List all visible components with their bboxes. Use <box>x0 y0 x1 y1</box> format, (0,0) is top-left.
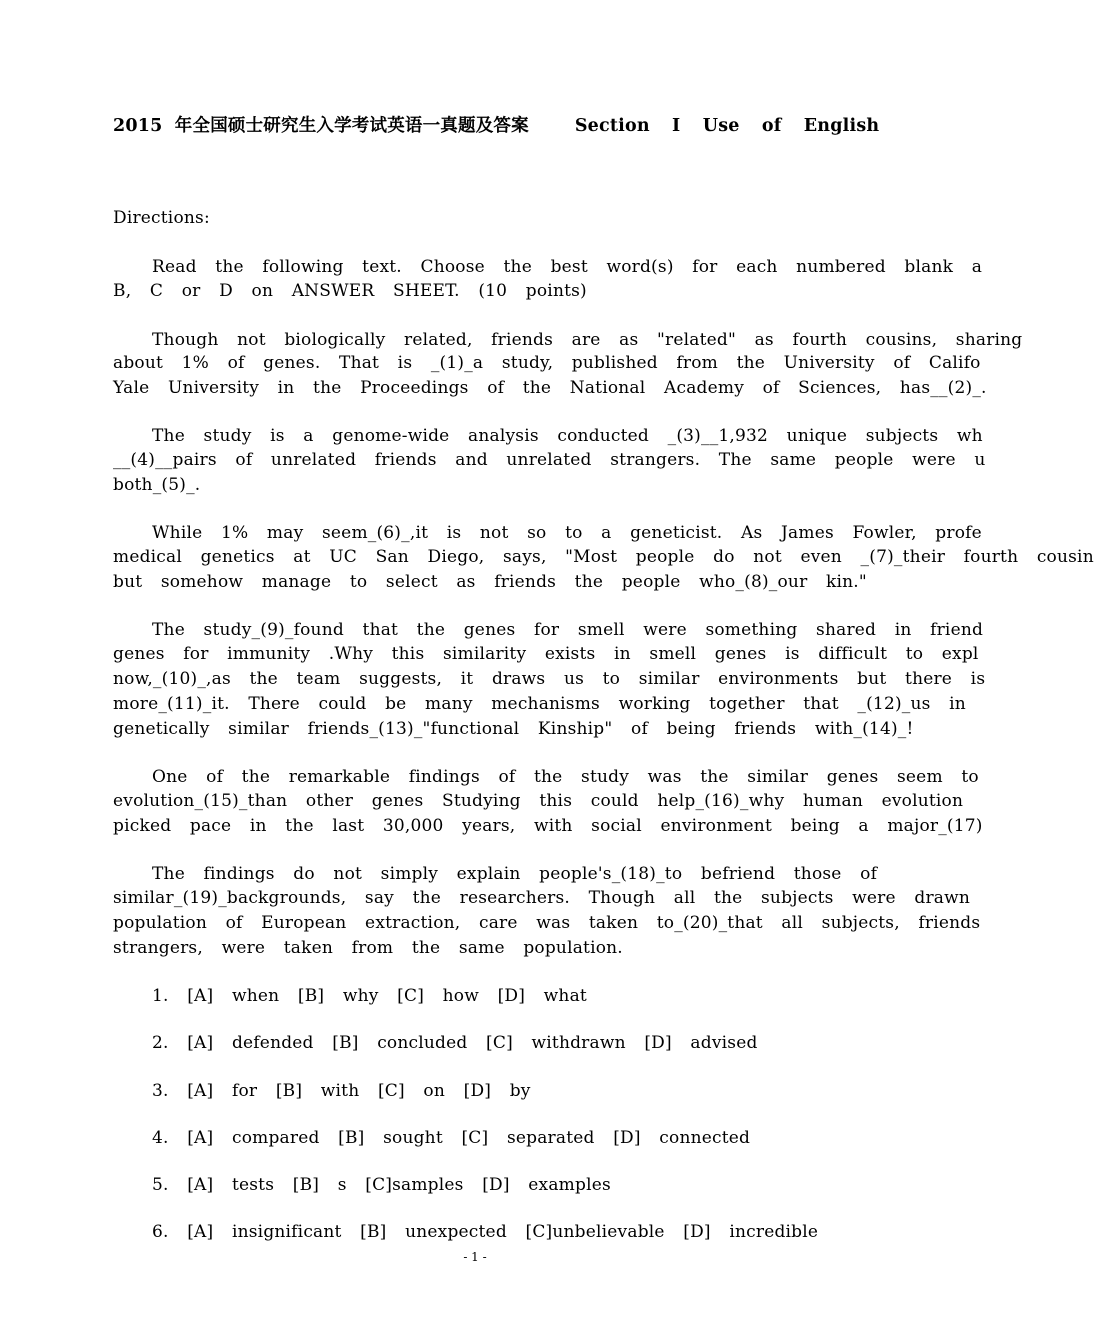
text-line: genetically similar friends_(13)_"functional Kinship" of being friends with_(14)_! <box>113 719 914 739</box>
page-number: - 1 - <box>463 1250 487 1264</box>
question-2: 2. [A] defended [B] concluded [C] withdrawn [D] advised <box>152 1033 758 1053</box>
text-line: The findings do not simply explain people's_(18)_to befriend those of <box>152 864 878 884</box>
text-line: now,_(10)_,as the team suggests, it draws us to similar environments but there is <box>113 669 986 689</box>
text-line: medical genetics at UC San Diego, says, "Most people do not even _(7)_their fourth cousin <box>113 547 1094 567</box>
question-1: 1. [A] when [B] why [C] how [D] what <box>152 986 587 1006</box>
text-line: B, C or D on ANSWER SHEET. (10 points) <box>113 281 587 301</box>
text-line: both_(5)_. <box>113 475 201 495</box>
section-heading: Section I Use of English <box>574 116 880 136</box>
text-line: Though not biologically related, friends are as "related" as fourth cousins, sharing <box>152 330 1023 350</box>
page-title <box>113 112 879 137</box>
directions-label: Directions: <box>113 208 210 228</box>
question-3: 3. [A] for [B] with [C] on [D] by <box>152 1081 531 1101</box>
text-line: but somehow manage to select as friends the people who_(8)_our kin." <box>113 572 867 592</box>
text-line: picked pace in the last 30,000 years, with social environment being a major_(17) <box>113 816 983 836</box>
text-line: The study_(9)_found that the genes for smell were something shared in friend <box>152 620 984 640</box>
text-line: evolution_(15)_than other genes Studying this could help_(16)_why human evolution <box>113 791 964 811</box>
text-line: more_(11)_it. There could be many mechanisms working together that _(12)_us in <box>113 694 966 714</box>
text-line: genes for immunity .Why this similarity exists in smell genes is difficult to expl <box>113 644 979 664</box>
question-5: 5. [A] tests [B] s [C]samples [D] examples <box>152 1175 611 1195</box>
text-line: __(4)__pairs of unrelated friends and unrelated strangers. The same people were u <box>113 450 986 470</box>
text-line: While 1% may seem_(6)_,it is not so to a geneticist. As James Fowler, profe <box>152 523 982 543</box>
text-line: similar_(19)_backgrounds, say the researchers. Though all the subjects were drawn <box>113 888 971 908</box>
text-line: One of the remarkable findings of the study was the similar genes seem to <box>152 767 979 787</box>
question-6: 6. [A] insignificant [B] unexpected [C]unbelievable [D] incredible <box>152 1222 819 1242</box>
title-chinese: 2015 年全国硕士研究生入学考试英语一真题及答案 <box>113 116 529 136</box>
question-4: 4. [A] compared [B] sought [C] separated [D] connected <box>152 1128 751 1148</box>
text-line: population of European extraction, care was taken to_(20)_that all subjects, friends <box>113 913 981 933</box>
text-line: The study is a genome-wide analysis conducted _(3)__1,932 unique subjects wh <box>152 426 983 446</box>
text-line: strangers, were taken from the same population. <box>113 938 623 958</box>
text-line: about 1% of genes. That is _(1)_a study, published from the University of Califo <box>113 353 981 373</box>
text-line: Read the following text. Choose the best word(s) for each numbered blank a <box>152 257 983 277</box>
text-line: Yale University in the Proceedings of the National Academy of Sciences, has__(2)_. <box>113 378 987 398</box>
